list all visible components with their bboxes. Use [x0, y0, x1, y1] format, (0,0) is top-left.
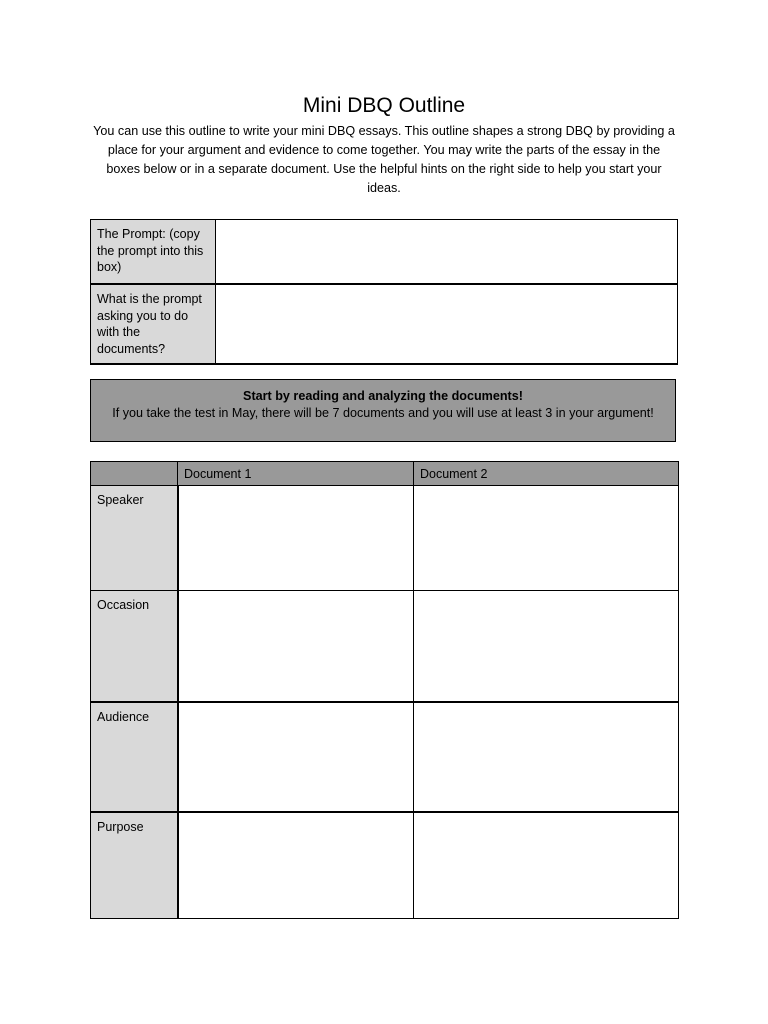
page-title: Mini DBQ Outline — [302, 94, 466, 117]
column-header-document-1: Document 1 — [178, 462, 414, 486]
row-label-speaker: Speaker — [91, 486, 178, 591]
prompt-task-row — [91, 284, 678, 364]
document-analysis-table — [90, 461, 679, 919]
instruction-banner — [90, 379, 676, 442]
prompt-row — [91, 220, 678, 285]
prompt-task-answer-box[interactable] — [216, 284, 678, 364]
table-row — [91, 590, 679, 702]
occasion-document-2-cell[interactable] — [414, 590, 679, 702]
speaker-document-2-cell[interactable] — [414, 486, 679, 591]
banner-heading: Start by reading and analyzing the documents! — [243, 389, 523, 403]
row-label-audience: Audience — [91, 702, 178, 812]
prompt-table — [90, 219, 678, 365]
audience-document-2-cell[interactable] — [414, 702, 679, 812]
table-row — [91, 812, 679, 919]
prompt-label: The Prompt: (copy the prompt into this box) — [91, 220, 216, 285]
corner-header — [91, 462, 178, 486]
intro-paragraph: You can use this outline to write your mini DBQ essays. This outline shapes a strong DBQ by providing a place for your argument and evidence to come together. You may write the parts of the essay in the boxes below or in a separate document. Use the helpful hints on the right side to help you start your ideas. — [93, 124, 675, 195]
banner-body: If you take the test in May, there will be 7 documents and you will use at least 3 in your argument! — [112, 405, 654, 420]
table-header-row — [91, 462, 679, 486]
prompt-answer-box[interactable] — [216, 220, 678, 285]
occasion-document-1-cell[interactable] — [178, 590, 414, 702]
column-header-document-2: Document 2 — [414, 462, 679, 486]
row-label-purpose: Purpose — [91, 812, 178, 919]
table-row — [91, 702, 679, 812]
speaker-document-1-cell[interactable] — [178, 486, 414, 591]
table-row — [91, 486, 679, 591]
audience-document-1-cell[interactable] — [178, 702, 414, 812]
purpose-document-2-cell[interactable] — [414, 812, 679, 919]
purpose-document-1-cell[interactable] — [178, 812, 414, 919]
row-label-occasion: Occasion — [91, 590, 178, 702]
prompt-task-label: What is the prompt asking you to do with the documents? — [91, 284, 216, 364]
